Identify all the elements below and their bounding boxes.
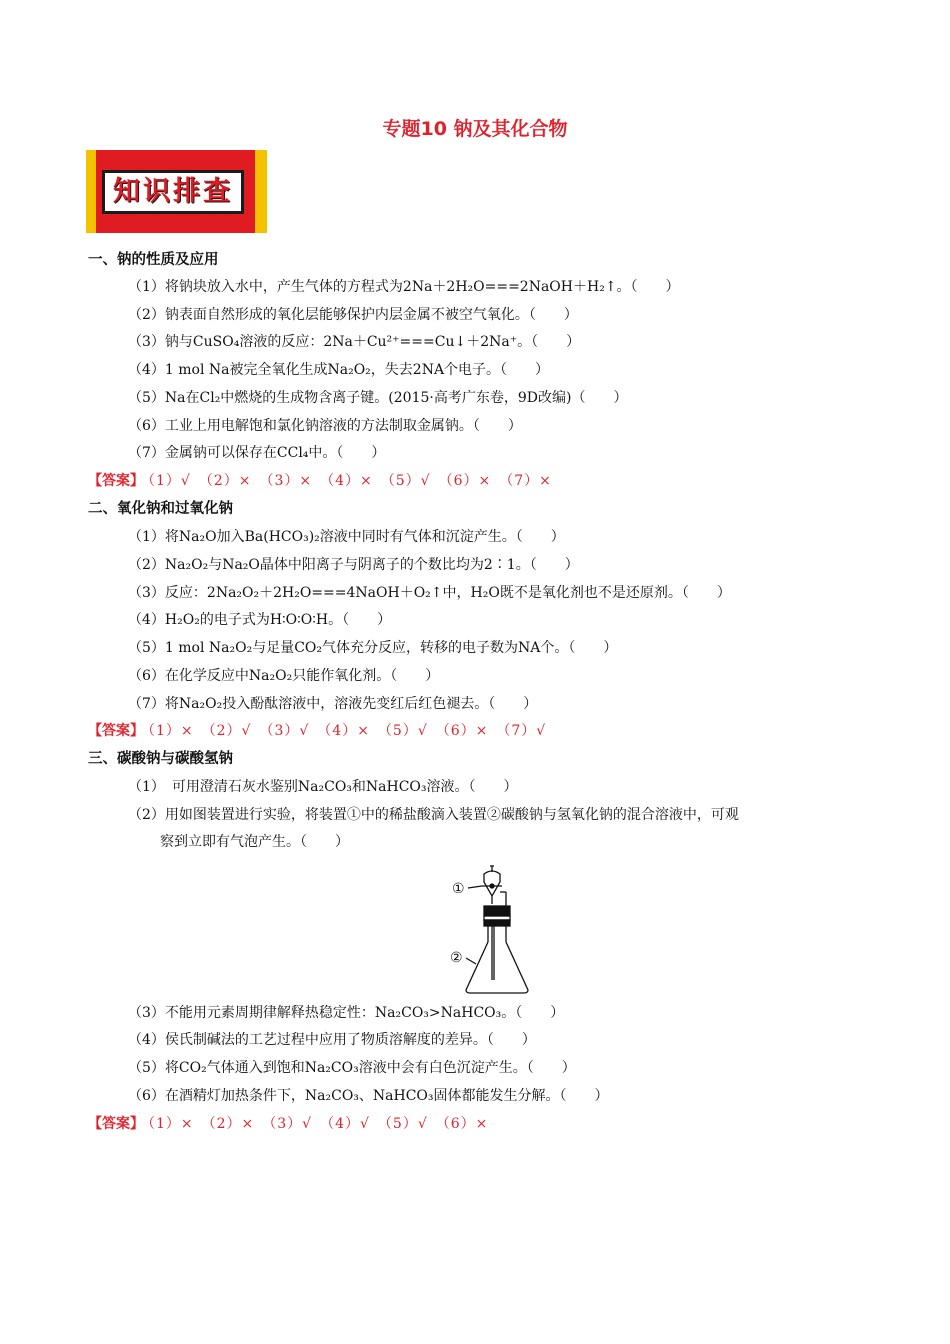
question-item: （2）Na₂O₂与Na₂O晶体中阳离子与阴离子的个数比均为2∶1。（ ）	[128, 557, 579, 573]
question-item: （1） 可用澄清石灰水鉴别Na₂CO₃和NaHCO₃溶液。（ ）	[128, 779, 518, 795]
section-heading: 二、氧化钠和过氧化钠	[88, 501, 233, 517]
question-item: （4）侯氏制碱法的工艺过程中应用了物质溶解度的差异。（ ）	[128, 1032, 536, 1048]
section-heading: 三、碳酸钠与碳酸氢钠	[88, 751, 233, 767]
figure-label-1: ①	[452, 881, 465, 897]
question-item: （7）将Na₂O₂投入酚酞溶液中，溶液先变红后红色褪去。（ ）	[128, 696, 538, 712]
answer-line	[88, 721, 546, 741]
question-item: （5）将CO₂气体通入到饱和Na₂CO₃溶液中会有白色沉淀产生。（ ）	[128, 1060, 576, 1076]
badge-left-bar	[86, 150, 96, 233]
answer-line	[88, 1114, 488, 1134]
question-item: （6）在化学反应中Na₂O₂只能作氧化剂。（ ）	[128, 668, 440, 684]
question-item: （2）钠表面自然形成的氧化层能够保护内层金属不被空气氧化。（ ）	[128, 307, 578, 323]
question-item: （7）金属钠可以保存在CCl₄中。（ ）	[128, 445, 386, 461]
question-item: （4）H₂O₂的电子式为H∶O∶O∶H。（ ）	[128, 612, 392, 628]
question-item: （4）1 mol Na被完全氧化生成Na₂O₂，失去2NA个电子。（ ）	[128, 362, 550, 378]
answer-values: （1）× （2）√ （3）√ （4）× （5）√ （6）× （7）√	[148, 723, 547, 739]
knowledge-check-badge	[86, 150, 267, 233]
question-item: （6）在酒精灯加热条件下，Na₂CO₃、NaHCO₃固体都能发生分解。（ ）	[128, 1088, 609, 1104]
answer-label: 【答案】	[88, 723, 144, 739]
question-item: （3）反应：2Na₂O₂＋2H₂O===4NaOH＋O₂↑中，H₂O既不是氧化剂也不是还原剂。（ ）	[128, 585, 731, 601]
question-item: （3）不能用元素周期律解释热稳定性：Na₂CO₃>NaHCO₃。（ ）	[128, 1005, 565, 1021]
figure-label-2: ②	[450, 950, 463, 966]
badge-label: 知识排查	[102, 170, 244, 214]
answer-line	[88, 471, 552, 491]
page-title: 专题10 钠及其化合物	[382, 118, 568, 140]
answer-label: 【答案】	[88, 473, 144, 489]
section-heading: 一、钠的性质及应用	[88, 252, 219, 268]
question-item: （1）将钠块放入水中，产生气体的方程式为2Na＋2H₂O===2NaOH＋H₂↑。（ ）	[128, 279, 680, 295]
question-item: （5）1 mol Na₂O₂与足量CO₂气体充分反应，转移的电子数为NA个。（ ）	[128, 640, 618, 656]
question-item: （1）将Na₂O加入Ba(HCO₃)₂溶液中同时有气体和沉淀产生。（ ）	[128, 529, 565, 545]
separatory-funnel-flask-figure	[448, 862, 548, 996]
answer-values: （1）√ （2）× （3）× （4）× （5）√ （6）× （7）×	[148, 473, 552, 489]
answer-label: 【答案】	[88, 1116, 144, 1132]
question-item: （2）用如图装置进行实验，将装置①中的稀盐酸滴入装置②碳酸钠与氢氧化钠的混合溶液中，可观	[128, 807, 739, 823]
question-item: （6）工业上用电解饱和氯化钠溶液的方法制取金属钠。（ ）	[128, 418, 522, 434]
badge-right-bar	[255, 150, 267, 233]
question-item-continued: 察到立即有气泡产生。（ ）	[160, 834, 349, 850]
question-item: （5）Na在Cl₂中燃烧的生成物含离子键。(2015·高考广东卷，9D改编)（ ）	[128, 390, 628, 406]
question-item: （3）钠与CuSO₄溶液的反应：2Na＋Cu²⁺===Cu↓＋2Na⁺。（ ）	[128, 334, 581, 350]
answer-values: （1）× （2）× （3）√ （4）√ （5）√ （6）×	[148, 1116, 489, 1132]
